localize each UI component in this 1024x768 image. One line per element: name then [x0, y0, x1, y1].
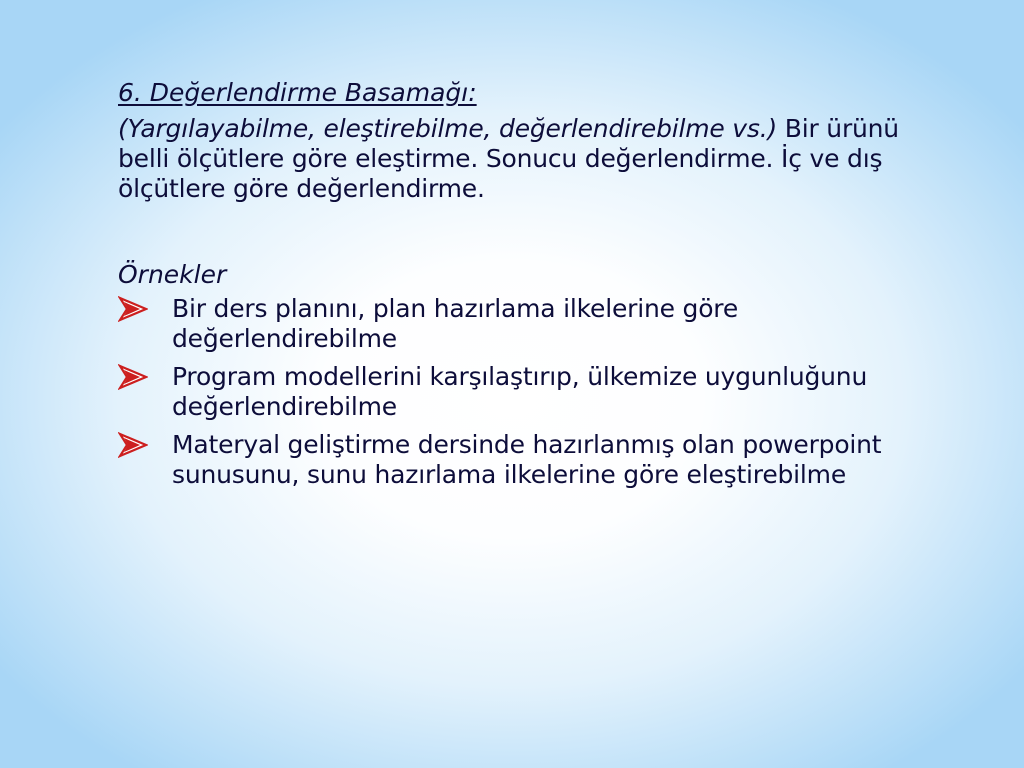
slide-heading: 6. Değerlendirme Basamağı:	[118, 78, 477, 107]
examples-title: Örnekler	[118, 260, 227, 289]
description-italic: (Yargılayabilme, eleştirebilme, değerlendirebilme vs.)	[118, 114, 778, 143]
arrow-right-icon	[118, 364, 148, 390]
list-item	[118, 362, 918, 422]
arrow-right-icon	[118, 296, 148, 322]
description-text: Bir ürünü belli ölçütlere göre eleştirme. Sonucu değerlendirme. İç ve dış ölçütlere göre değerlendirme.	[118, 114, 899, 203]
list-item-text: Program modellerini karşılaştırıp, ülkemize uygunluğunu değerlendirebilme	[172, 362, 868, 421]
list-item-text: Materyal geliştirme dersinde hazırlanmış olan powerpoint sunusunu, sunu hazırlama ilkelerine göre eleştirebilme	[172, 430, 882, 489]
description-paragraph	[118, 114, 918, 204]
list-item-text: Bir ders planını, plan hazırlama ilkelerine göre değerlendirebilme	[172, 294, 739, 353]
arrow-right-icon	[118, 432, 148, 458]
slide-content	[118, 78, 918, 498]
examples-list	[118, 294, 918, 490]
list-item	[118, 294, 918, 354]
list-item	[118, 430, 918, 490]
